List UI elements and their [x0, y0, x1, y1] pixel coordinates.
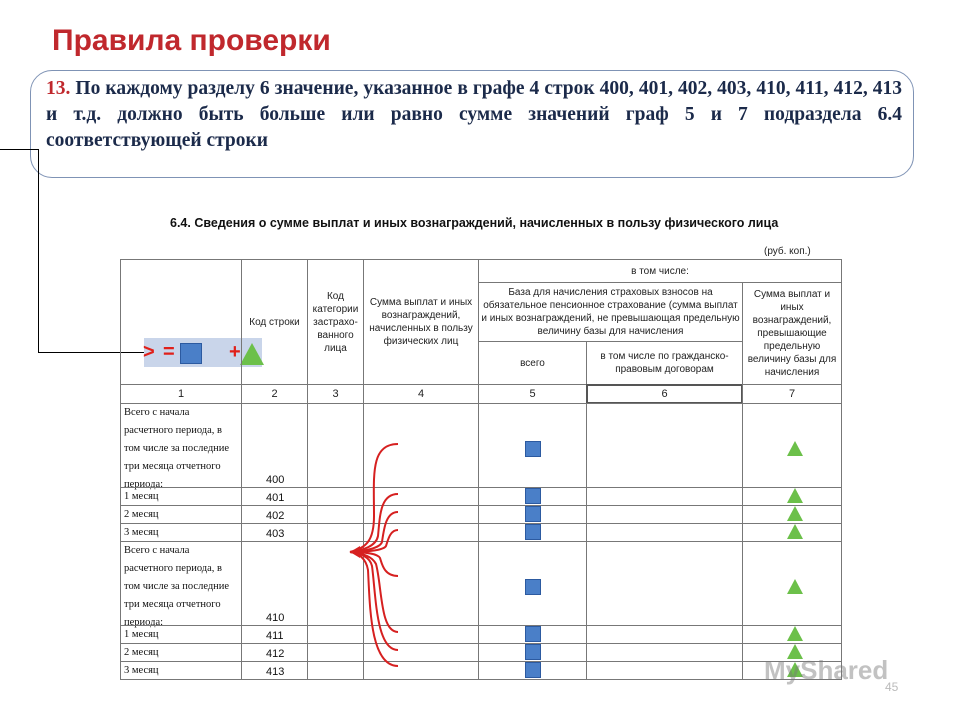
blue-square-icon: [525, 579, 541, 595]
row-label: 3 месяц: [124, 527, 159, 538]
blue-square-icon: [525, 488, 541, 504]
row-label-cell: [120, 661, 242, 680]
row-code-cell: [241, 541, 308, 626]
green-triangle-icon: [787, 506, 803, 521]
slide-title: Правила проверки: [52, 24, 331, 57]
green-triangle-icon: [787, 524, 803, 539]
blue-square-icon: [525, 441, 541, 457]
table-cell: [586, 541, 743, 626]
table-cell: [586, 487, 743, 506]
page-number: 45: [885, 680, 899, 694]
table-cell: [586, 403, 743, 488]
row-label: 2 месяц: [124, 647, 159, 658]
rule-number: 13.: [46, 78, 71, 99]
column-number: 1: [120, 384, 242, 404]
row-label-cell: [120, 523, 242, 542]
watermark: MyShared: [764, 655, 889, 685]
row-code: 401: [266, 492, 285, 504]
equals-symbol: =: [163, 341, 175, 363]
table-cell: [586, 661, 743, 680]
column-number: 4: [363, 384, 479, 404]
row-code: 402: [266, 510, 285, 522]
blue-square-icon: [525, 662, 541, 678]
row-label-cell: [120, 487, 242, 506]
row-code: 410: [266, 612, 285, 624]
blue-square-icon: [525, 644, 541, 660]
row-label: 3 месяц: [124, 665, 159, 676]
row-code: 403: [266, 528, 285, 540]
row-code-cell: [241, 505, 308, 524]
green-triangle-icon: [787, 579, 803, 594]
header-exceeding: Сумма выплат и иных вознаграждений, превышающие предельную величину базы для начисления: [742, 282, 842, 385]
row-code: 413: [266, 666, 285, 678]
row-code-cell: [241, 403, 308, 488]
table-title: 6.4. Сведения о сумме выплат и иных вознаграждений, начисленных в пользу физического лица: [170, 216, 779, 230]
green-triangle-icon: [787, 626, 803, 641]
header-civil: в том числе по гражданско-правовым договорам: [586, 341, 743, 385]
row-code-cell: [241, 625, 308, 644]
header-cell-label: [120, 259, 242, 385]
connector-line: [0, 149, 38, 150]
rule-text: По каждому разделу 6 значение, указанное в графе 4 строк 400, 401, 402, 403, 410, 411, 412, 413 и т.д. должно быть больше или равно сумме значений граф 5 и 7 подраздела 6.4 соответствующей строки: [46, 78, 903, 151]
row-code-cell: [241, 643, 308, 662]
table-cell: [586, 625, 743, 644]
header-total: всего: [478, 341, 587, 385]
greater-symbol: >: [143, 341, 155, 363]
column-number: 3: [307, 384, 364, 404]
row-label: Всего с начала расчетного периода, в том числе за последние три месяца отчетного периода:: [124, 407, 230, 490]
header-base: База для начисления страховых взносов на обязательное пенсионное страхование (сумма выплат и иных вознаграждений, не превышающая предельную величину базы для начисления: [478, 282, 743, 342]
header-sum-payments: Сумма выплат и иных вознаграждений, начисленных в пользу физических лиц: [363, 259, 479, 385]
blue-square-icon: [525, 626, 541, 642]
row-label-cell: [120, 505, 242, 524]
row-label: Всего с начала расчетного периода, в том числе за последние три месяца отчетного периода:: [124, 545, 230, 628]
column-number: 5: [478, 384, 587, 404]
row-label-cell: [120, 625, 242, 644]
row-code: 400: [266, 474, 285, 486]
rule-text-block: [46, 76, 902, 154]
units-label: (руб. коп.): [764, 246, 811, 257]
blue-square-icon: [525, 506, 541, 522]
green-triangle-icon: [787, 441, 803, 456]
row-label-cell: [120, 403, 242, 488]
header-code-row: Код строки: [241, 259, 308, 385]
plus-symbol: +: [229, 341, 241, 363]
row-code: 412: [266, 648, 285, 660]
row-code: 411: [266, 630, 284, 642]
row-label: 1 месяц: [124, 491, 159, 502]
data-table: [120, 259, 842, 679]
connector-line: [38, 149, 39, 352]
red-brace-arrows: [340, 436, 400, 668]
row-code-cell: [241, 487, 308, 506]
row-label-cell: [120, 541, 242, 626]
row-label: 2 месяц: [124, 509, 159, 520]
row-label-cell: [120, 643, 242, 662]
column-number: 2: [241, 384, 308, 404]
row-label: 1 месяц: [124, 629, 159, 640]
green-triangle-icon: [787, 488, 803, 503]
column-number: 6: [586, 384, 743, 404]
table-cell: [586, 523, 743, 542]
column-number: 7: [742, 384, 842, 404]
table-cell: [586, 505, 743, 524]
row-code-cell: [241, 523, 308, 542]
blue-square-icon: [525, 524, 541, 540]
table-cell: [586, 643, 743, 662]
header-category: Код категории застрахо-ванного лица: [307, 259, 364, 385]
header-including: в том числе:: [478, 259, 842, 283]
row-code-cell: [241, 661, 308, 680]
